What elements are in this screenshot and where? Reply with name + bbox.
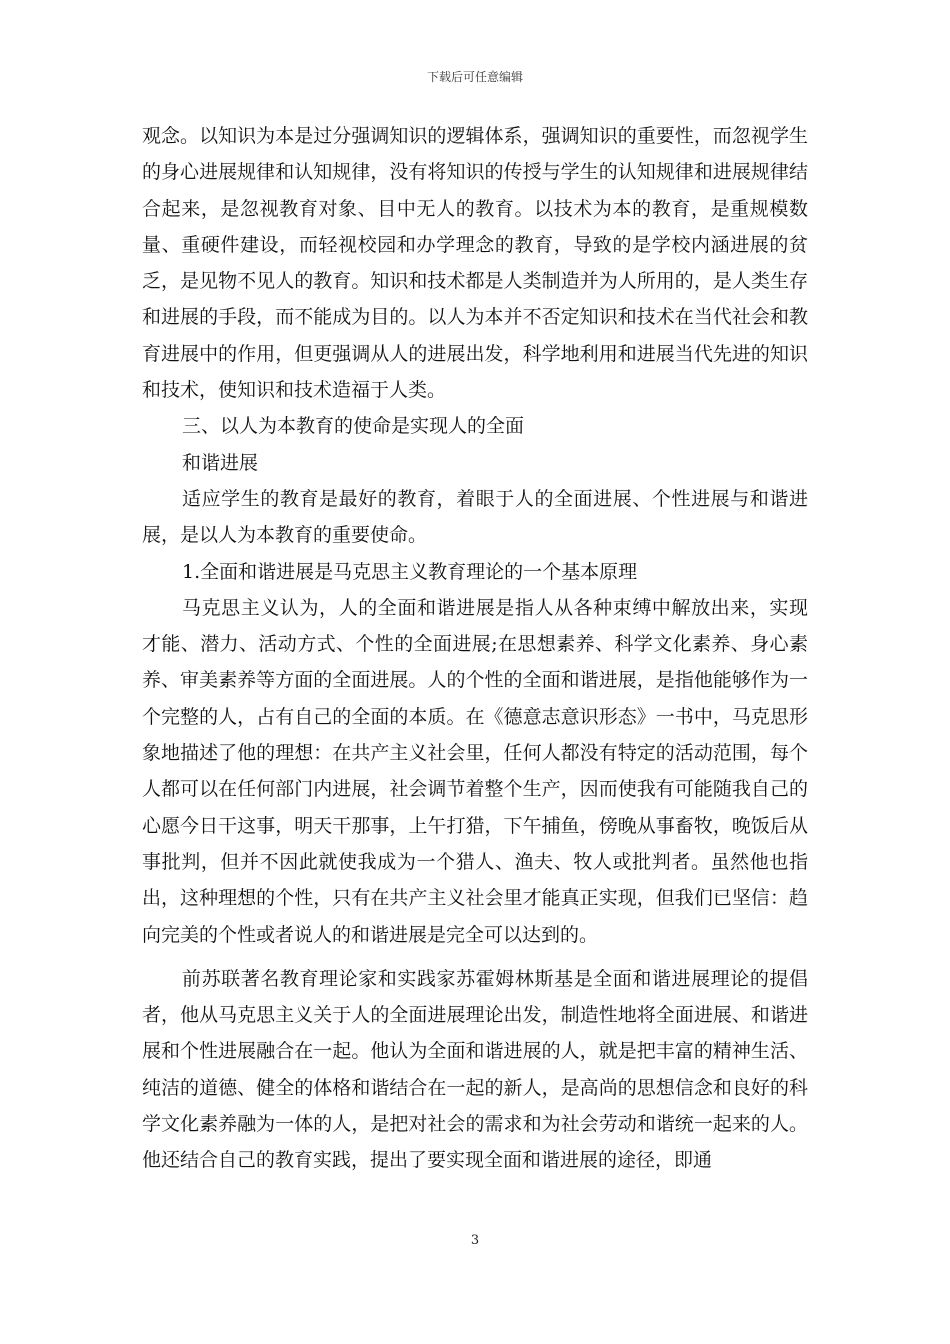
- paragraph: 适应学生的教育是最好的教育，着眼于人的全面进展、个性进展与和谐进展，是以人为本教育的重要使命。: [142, 487, 808, 547]
- section-heading-line2: 和谐进展: [182, 451, 259, 474]
- page-header: 下载后可任意编辑: [426, 70, 523, 84]
- section-heading-line1: 三、以人为本教育的使命是实现人的全面: [182, 415, 525, 438]
- paragraph: 前苏联著名教育理论家和实践家苏霍姆林斯基是全面和谐进展理论的提倡者，他从马克思主义关于人的全面进展理论出发，制造性地将全面进展、和谐进展和个性进展融合在一起。他认为全面和谐进展的人，就是把丰富的精神生活、纯洁的道德、健全的体格和谐结合在一起的新人，是高尚的思想信念和良好的科学文化素养融为一体的人，是把对社会的需求和为社会劳动和谐统一起来的人。他还结合自己的教育实践，提出了要实现全面和谐进展的途径，即通: [142, 967, 808, 1172]
- page-number: 3: [470, 1233, 480, 1248]
- paragraph: 马克思主义认为，人的全面和谐进展是指人从各种束缚中解放出来，实现才能、潜力、活动方式、个性的全面进展;在思想素养、科学文化素养、身心素养、审美素养等方面的全面进展。人的个性的全面和谐进展，是指他能够作为一个完整的人，占有自己的全面的本质。在《德意志意识形态》一书中，马克思形象地描述了他的理想：在共产主义社会里，任何人都没有特定的活动范围，每个人都可以在任何部门内进展，社会调节着整个生产，因而使我有可能随我自己的心愿今日干这事，明天干那事，上午打猎，下午捕鱼，傍晚从事畜牧，晚饭后从事批判，但并不因此就使我成为一个猎人、渔夫、牧人或批判者。虽然他也指出，这种理想的个性，只有在共产主义社会里才能真正实现，但我们已坚信：趋向完美的个性或者说人的和谐进展是完全可以达到的。: [142, 596, 808, 946]
- paragraph-continued: 观念。以知识为本是过分强调知识的逻辑体系，强调知识的重要性，而忽视学生的身心进展规律和认知规律，没有将知识的传授与学生的认知规律和进展规律结合起来，是忽视教育对象、目中无人的教育。以技术为本的教育，是重规模数量、重硬件建设，而轻视校园和办学理念的教育，导致的是学校内涵进展的贫乏，是见物不见人的教育。知识和技术都是人类制造并为人所用的，是人类生存和进展的手段，而不能成为目的。以人为本并不否定知识和技术在当代社会和教育进展中的作用，但更强调从人的进展出发，科学地利用和进展当代先进的知识和技术，使知识和技术造福于人类。: [142, 125, 808, 402]
- document-body: [142, 118, 808, 1179]
- subsection-heading: 1.全面和谐进展是马克思主义教育理论的一个基本原理: [182, 560, 638, 583]
